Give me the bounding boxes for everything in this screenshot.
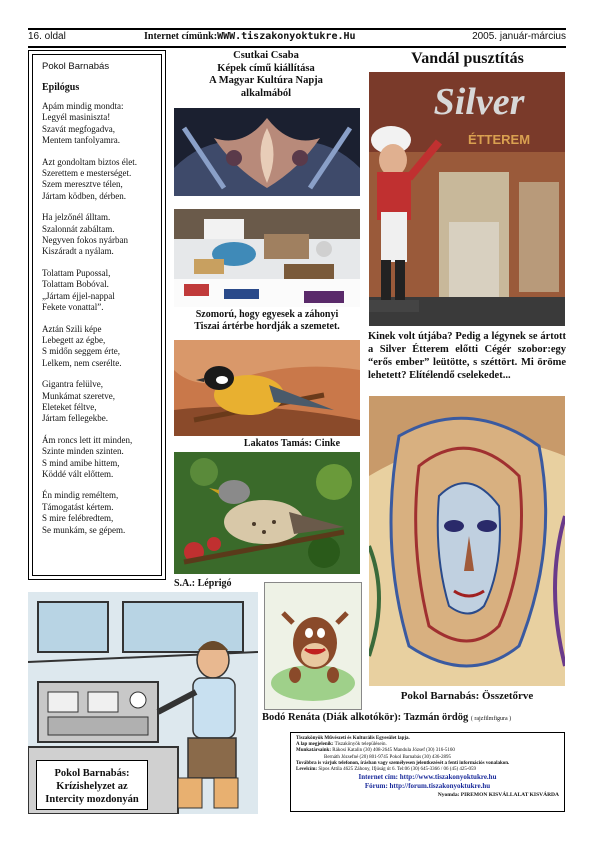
cartoon-caption-box <box>36 760 148 810</box>
poem-author: Pokol Barnabás <box>42 61 110 72</box>
cartoon-caption-line: Krízishelyzet az <box>56 781 128 792</box>
sign-subtitle: ÉTTEREM <box>467 132 531 147</box>
impressum-label: Munkatársaink: <box>296 748 332 754</box>
poem-stanza: Ha jelzőnél álltam. Szalonnát zabáltam. Negyven fokos nyárban Kiszáradt a nyálam. <box>42 212 128 257</box>
taz-caption-note: ( rajzfilmfigura ) <box>470 716 512 722</box>
poem-stanza: Tolattam Pupossal, Tolattam Bobóval. „Jártam éjjel-nappal Fekete vonattal”. <box>42 267 115 313</box>
poem-stanza: Aztán Szili képe Lebegett az égbe, S midőn seggem érte, Lelkem, nem cserélte. <box>42 323 122 368</box>
trash-photo <box>174 209 360 307</box>
impressum-text: Rákosi Katalin (30) 408-2645 Mandula József (30) 316-5160 <box>331 748 455 754</box>
poem-title: Epilógus <box>42 82 80 93</box>
trash-caption-line: Tiszai ártérbe hordják a szemetet. <box>194 321 340 332</box>
impressum-text: Sipos Attila 4625 Záhony, Ifjúság út 6. Tel:06 (30) 645-3366 / 06 (45) 425-059 <box>317 767 477 773</box>
taz-caption <box>262 712 572 723</box>
trash-caption <box>172 309 362 333</box>
vandal-title: Vandál pusztítás <box>411 50 524 67</box>
silver-restaurant-photo <box>369 72 565 326</box>
bird-painting-cinke <box>174 340 360 436</box>
impressum-box <box>290 732 565 812</box>
internet-link[interactable]: Internet cím: http://www.tiszakonyoktukre.hu <box>358 773 497 782</box>
exhibition-artist: Csutkai Csaba <box>233 50 299 61</box>
abstract-painting <box>369 396 565 686</box>
trash-caption-line: Szomorú, hogy egyesek a záhonyi <box>195 309 339 320</box>
taz-drawing <box>264 582 362 710</box>
issue-date: 2005. január-március <box>472 31 566 42</box>
poem-stanza: Gigantra felülve, Munkámat szeretve, Eleteket féltve, Jártam fellegekbe. <box>42 379 115 424</box>
bird1-caption: Lakatos Tamás: Cinke <box>243 438 341 449</box>
bird2-caption: S.A.: Léprigó <box>174 578 232 589</box>
exhibition-title: Képek című kiállítása <box>217 62 315 74</box>
site-label: Internet címünk: <box>144 31 218 42</box>
page-number: 16. oldal <box>28 31 66 42</box>
exhibition-occasion: A Magyar Kultúra Napja <box>209 75 323 86</box>
exhibition-occasion-2: alkalmából <box>240 87 292 99</box>
printer-info: Nyomda: PIREMON KISVÁLLALAT KISVÁRDA <box>437 792 559 799</box>
impressum-text: Bernáth Józsefné (20) 801-9745 Pokol Barnabás (30) 436-2895 <box>324 754 452 760</box>
site-url[interactable]: WWW.tiszakonyoktukre.Hu <box>217 31 356 42</box>
poem-stanza: Ám roncs lett itt minden, Szinte minden szinten. S mind amibe hittem, Köddé vált előttem. <box>42 434 133 479</box>
impressum-text: Továbbra is várjuk telefonon, írásban vagy személyesen jelentkezését a fenti információs vonalakon. <box>296 760 510 766</box>
cartoon-caption-line: Intercity mozdonyán <box>45 794 139 805</box>
vandal-text: Kinek volt útjába? Pedig a légynek se ártott a Silver Étterem előtti Cégér szobor:egy “erős ember” leütötte, s széttört. Mi öröme lehetett? Elítélendő cselekedet... <box>368 331 566 381</box>
painting-caption: Pokol Barnabás: Összetőrve <box>400 690 534 702</box>
impressum-label: Levelcím: <box>296 767 318 773</box>
poem-stanza: Apám mindig mondta: Legyél masiniszta! Szavát megfogadva, Mentem tanfolyamra. <box>42 101 124 146</box>
exhibition-image <box>174 108 360 196</box>
poem-stanza: Azt gondoltam biztos élet. Szerettem e mesterséget. Szem meresztve télen, Jártam ködben, dérben. <box>42 156 137 201</box>
taz-caption-text: Bodó Renáta (Diák alkotókör): Tazmán ördög <box>262 712 469 723</box>
page-header <box>28 28 566 48</box>
sign-word: Silver <box>433 81 525 123</box>
impressum-title: Tiszakönyök Művészeti és Kulturális Egyesület lapja. <box>296 736 410 741</box>
impressum-label: A lap megjelenik: <box>296 742 334 748</box>
poem-stanza: Én mindig reméltem, Támogatást kértem. S mire felébredtem, Se munkám, se gépem. <box>42 490 126 535</box>
site-address <box>144 31 356 42</box>
poem-box <box>28 50 166 580</box>
cartoon-caption-line: Pokol Barnabás: <box>54 768 130 779</box>
bird-painting-leprigo <box>174 452 360 574</box>
forum-link[interactable]: Fórum: http://forum.tiszakonyoktukre.hu <box>364 782 491 791</box>
impressum-text: Tiszakönyök településein. <box>333 742 387 748</box>
exhibition-caption <box>172 50 360 100</box>
